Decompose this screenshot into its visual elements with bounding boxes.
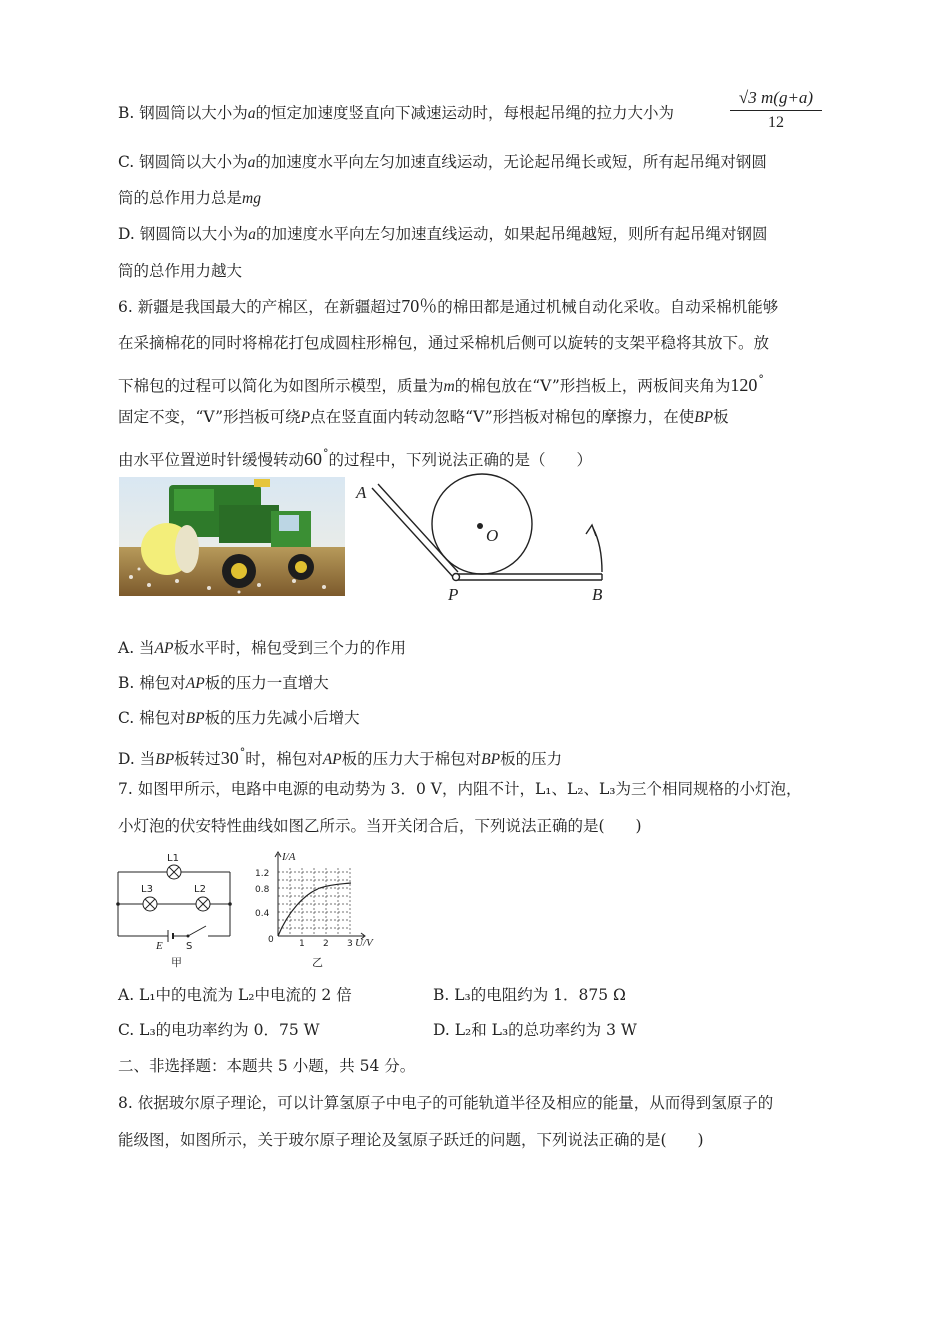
ytick-0-8: 0.8 <box>255 885 270 895</box>
caption-jia: 甲 <box>171 956 182 969</box>
q6-stem-line3: 下棉包的过程可以简化为如图所示模型，质量为m的棉包放在“V”形挡板上，两板间夹角为120° <box>118 373 764 395</box>
plate-ap-edge1 <box>372 488 454 578</box>
center-o-dot <box>477 523 483 529</box>
cotton-picker-photo <box>119 477 345 596</box>
label-l1: L1 <box>167 853 179 864</box>
q6-stem-line1: 6. 新疆是我国最大的产棉区，在新疆超过70％的棉田都是通过机械自动化采收。自动采棉机能够 <box>118 296 779 316</box>
q6-stem-line4: 固定不变，“V”形挡板可绕P点在竖直面内转动忽略“V”形挡板对棉包的摩擦力，在使BP板 <box>118 408 729 426</box>
q6-stem-line5: 由水平位置逆时针缓慢转动60°的过程中，下列说法正确的是（ ） <box>118 447 593 469</box>
grid <box>278 868 350 936</box>
q8-stem-line2: 能级图，如图所示，关于玻尔原子理论及氢原子跃迁的问题，下列说法正确的是( ) <box>118 1131 704 1149</box>
label-e: E <box>156 940 163 952</box>
label-a: A <box>356 483 367 502</box>
ytick-0: 0 <box>268 935 274 945</box>
label-p: P <box>448 585 459 604</box>
label-l3: L3 <box>141 884 153 895</box>
rotation-arrow <box>593 528 602 572</box>
circuit-diagram <box>112 848 238 972</box>
cotton-picker-illustration <box>119 477 345 596</box>
q7-option-d: D. L₂和 L₃的总功率约为 3 W <box>433 1021 637 1039</box>
q5-option-d-line1: D. 钢圆筒以大小为a的加速度水平向左匀加速直线运动，如果起吊绳越短，则所有起吊绳对钢圆 <box>118 225 768 243</box>
switch-s <box>188 926 206 936</box>
label-s: S <box>186 941 193 952</box>
q6-option-a: A. 当AP板水平时，棉包受到三个力的作用 <box>118 639 407 657</box>
q5-option-d-line2: 筒的总作用力越大 <box>118 262 243 280</box>
xtick-3: 3 <box>347 939 353 949</box>
q5-option-b-fraction: $\frac{√3 m(g+a)}{12}$ <box>730 88 822 132</box>
q5-option-b: B. 钢圆筒以大小为a的恒定加速度竖直向下减速运动时，每根起吊绳的拉力大小为 <box>118 104 675 122</box>
q7-stem-line1: 7. 如图甲所示，电路中电源的电动势为 3．0 V，内阻不计，L₁、L₂、L₃为三个相同规格的小灯泡， <box>118 780 802 798</box>
q7-option-a: A. L₁中的电流为 L₂中电流的 2 倍 <box>118 986 352 1004</box>
q7-option-c: C. L₃的电功率约为 0．75 W <box>118 1021 320 1039</box>
q7-option-b: B. L₃的电阻约为 1．875 Ω <box>433 986 626 1004</box>
section-two-heading: 二、非选择题：本题共 5 小题，共 54 分。 <box>118 1057 416 1075</box>
q6-option-d: D. 当BP板转过30°时，棉包对AP板的压力大于棉包对BP板的压力 <box>118 746 563 768</box>
pivot-p <box>453 574 460 581</box>
caption-yi: 乙 <box>312 956 323 969</box>
q8-stem-line1: 8. 依据玻尔原子理论，可以计算氢原子中电子的可能轨道半径及相应的能量，从而得到氢原子的 <box>118 1094 774 1112</box>
q6-option-b: B. 棉包对AP板的压力一直增大 <box>118 674 329 692</box>
q7-stem-line2: 小灯泡的伏安特性曲线如图乙所示。当开关闭合后，下列说法正确的是( ) <box>118 817 642 835</box>
q5-option-c-line2: 筒的总作用力总是mg <box>118 189 261 207</box>
ylabel: I/A <box>282 851 296 863</box>
ytick-1-2: 1.2 <box>255 869 270 879</box>
q6-option-c: C. 棉包对BP板的压力先减小后增大 <box>118 709 360 727</box>
label-l2: L2 <box>194 884 206 895</box>
iu-curve-graph <box>254 846 386 972</box>
v-plate-diagram <box>350 470 615 610</box>
xlabel: U/V <box>355 937 373 949</box>
xtick-2: 2 <box>323 939 329 949</box>
label-b: B <box>592 585 603 604</box>
ytick-0-4: 0.4 <box>255 909 270 919</box>
q5-option-c-line1: C. 钢圆筒以大小为a的加速度水平向左匀加速直线运动，无论起吊绳长或短，所有起吊绳对钢圆 <box>118 153 767 171</box>
q6-stem-line2: 在采摘棉花的同时将棉花打包成圆柱形棉包，通过采棉机后侧可以旋转的支架平稳将其放下。放 <box>118 334 770 352</box>
label-o: O <box>486 526 499 545</box>
xtick-1: 1 <box>299 939 305 949</box>
